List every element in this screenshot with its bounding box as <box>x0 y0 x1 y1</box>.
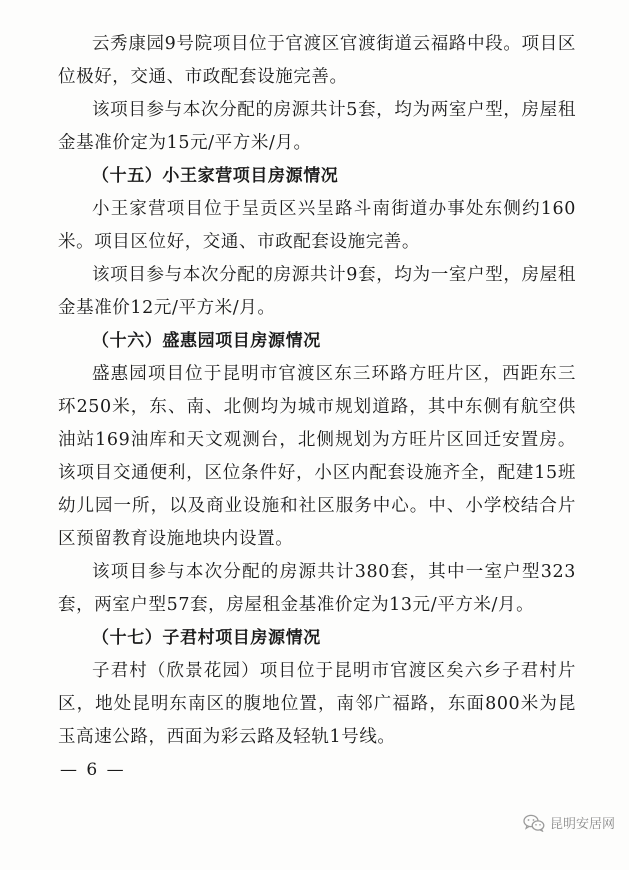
watermark-text: 昆明安居网 <box>549 817 615 832</box>
paragraph-zijuncun-location: 子君村（欣景花园）项目位于昆明市官渡区矣六乡子君村片区，地处昆明东南区的腹地位置，南邻广福路，东面800米为昆玉高速公路，西面为彩云路及轻轨1号线。 <box>58 661 576 747</box>
watermark <box>523 813 615 832</box>
page-number: — 6 — <box>60 760 126 780</box>
paragraph-shenghuiyuan-supply: 该项目参与本次分配的房源共计380套，其中一室户型323套，两室户型57套，房屋租金基准价定为13元/平方米/月。 <box>58 562 576 615</box>
paragraph-xiaowangjiaying-supply: 该项目参与本次分配的房源共计9套，均为一室户型，房屋租金基准价12元/平方米/月。 <box>58 265 576 318</box>
wechat-icon <box>523 814 545 832</box>
paragraph-yunxiu-location: 云秀康园9号院项目位于官渡区官渡街道云福路中段。项目区位极好，交通、市政配套设施完善。 <box>58 34 576 87</box>
heading-section-16: （十六）盛惠园项目房源情况 <box>92 331 321 351</box>
heading-section-17: （十七）子君村项目房源情况 <box>92 628 321 648</box>
paragraph-shenghuiyuan-location: 盛惠园项目位于昆明市官渡区东三环路方旺片区，西距东三环250米，东、南、北侧均为城市规划道路，其中东侧有航空供油站169油库和天文观测台，北侧规划为方旺片区回迁安置房。该项目交通便利，区位条件好，小区内配套设施齐全，配建15班幼儿园一所，以及商业设施和社区服务中心。中、小学校结合片区预留教育设施地块内设置。 <box>58 364 576 549</box>
heading-section-15: （十五）小王家营项目房源情况 <box>92 166 339 186</box>
paragraph-yunxiu-supply: 该项目参与本次分配的房源共计5套，均为两室户型，房屋租金基准价定为15元/平方米/月。 <box>58 100 576 153</box>
paragraph-xiaowangjiaying-location: 小王家营项目位于呈贡区兴呈路斗南街道办事处东侧约160米。项目区位好，交通、市政配套设施完善。 <box>58 199 576 252</box>
